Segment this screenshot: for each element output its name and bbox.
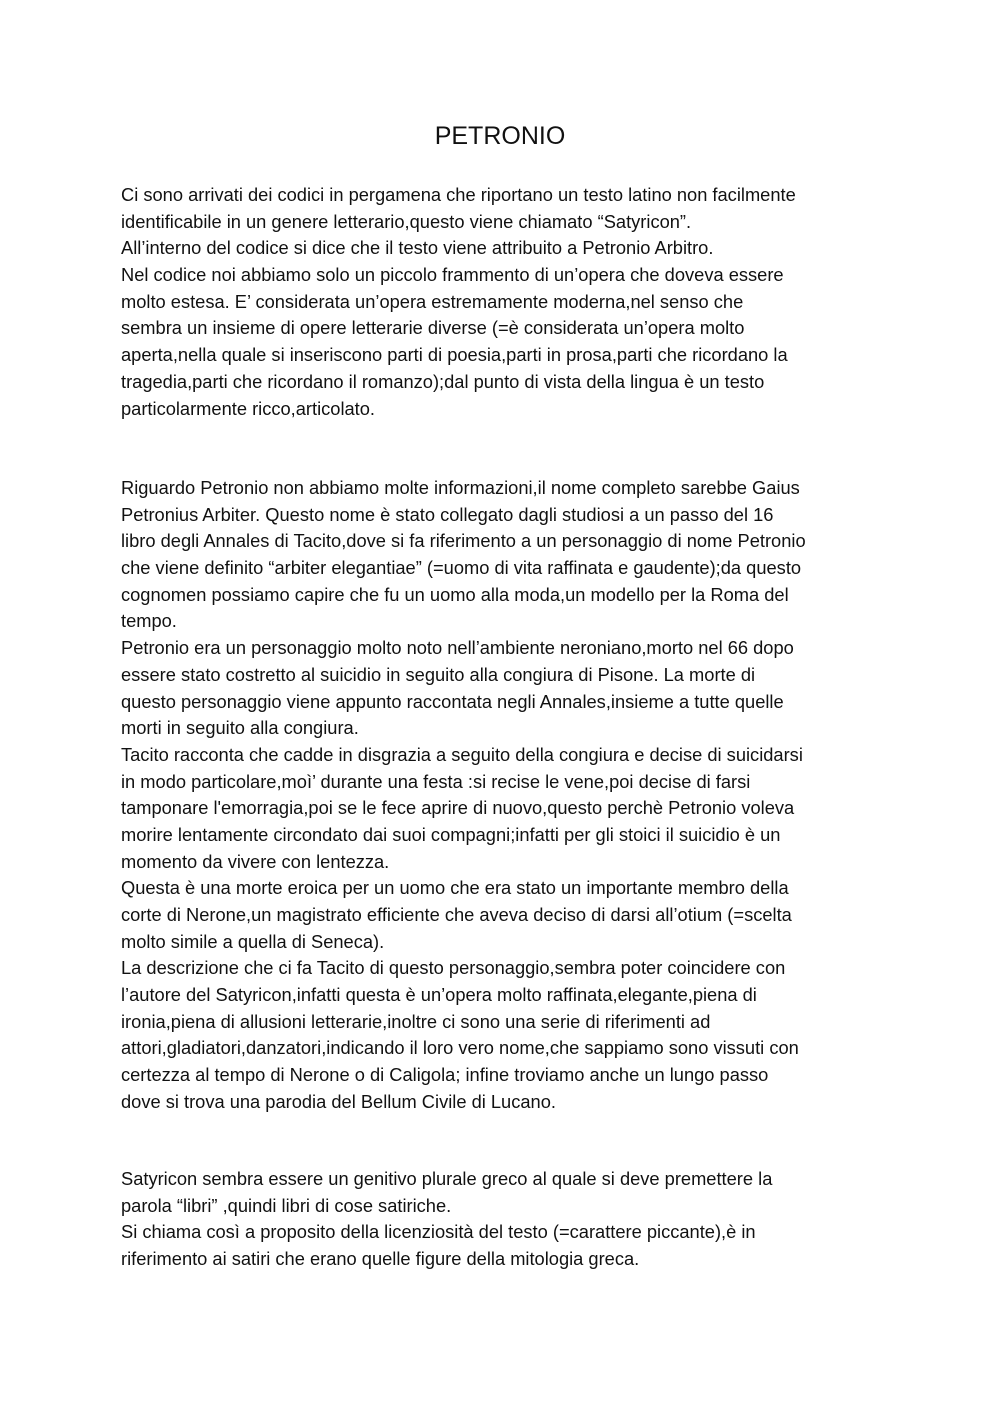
text-line: tragedia,parti che ricordano il romanzo);dal punto di vista della lingua è un testo: [121, 370, 765, 392]
text-line: Riguardo Petronio non abbiamo molte informazioni,il nome completo sarebbe Gaius: [121, 477, 800, 498]
text-line: dove si trova una parodia del Bellum Civile di Lucano.: [121, 1090, 556, 1112]
text-line: Nel codice noi abbiamo solo un piccolo frammento di un’opera che doveva essere: [121, 264, 784, 286]
text-line: momento da vivere con lentezza.: [121, 850, 390, 872]
text-line: sembra un insieme di opere letterarie diverse (=è considerata un’opera molto: [121, 317, 745, 339]
text-line: in modo particolare,moì’ durante una festa :si recise le vene,poi decise di farsi: [121, 770, 751, 792]
text-line: cognomen possiamo capire che fu un uomo alla moda,un modello per la Roma del: [121, 583, 789, 605]
text-line: All’interno del codice si dice che il testo viene attribuito a Petronio Arbitro.: [121, 237, 714, 259]
text-line: corte di Nerone,un magistrato efficiente che aveva deciso di darsi all’otium (=scelta: [121, 904, 792, 925]
text-line: identificabile in un genere letterario,questo viene chiamato “Satyricon”.: [121, 210, 692, 232]
text-line: aperta,nella quale si inseriscono parti di poesia,parti in prosa,parti che ricordano la: [121, 344, 788, 366]
text-line: attori,gladiatori,danzatori,indicando il loro vero nome,che sappiamo sono vissuti con: [121, 1037, 799, 1059]
text-line: certezza al tempo di Nerone o di Caligola; infine troviamo anche un lungo passo: [121, 1064, 769, 1086]
paragraph-block: [121, 1166, 901, 1273]
text-line: Questa è una morte eroica per un uomo che era stato un importante membro della: [121, 877, 789, 899]
paragraph-block: [121, 475, 901, 1116]
text-line: l’autore del Satyricon,infatti questa è un’opera molto raffinata,elegante,piena di: [121, 984, 757, 1006]
text-line: Ci sono arrivati dei codici in pergamena che riportano un testo latino non facilmente: [121, 184, 796, 205]
text-line: Petronio era un personaggio molto noto nell’ambiente neroniano,morto nel 66 dopo: [121, 637, 794, 659]
text-line: La descrizione che ci fa Tacito di questo personaggio,sembra poter coincidere con: [121, 957, 786, 979]
paragraph-block: [121, 182, 901, 422]
text-line: Si chiama così a proposito della licenziosità del testo (=carattere piccante),è in: [121, 1221, 756, 1243]
text-line: parola “libri” ,quindi libri di cose satiriche.: [121, 1194, 452, 1216]
text-line: morti in seguito alla congiura.: [121, 717, 359, 739]
text-line: tempo.: [121, 610, 177, 632]
text-line: Petronius Arbiter. Questo nome è stato collegato dagli studiosi a un passo del 16: [121, 503, 774, 525]
text-line: questo personaggio viene appunto raccontata negli Annales,insieme a tutte quelle: [121, 690, 784, 712]
page-title: PETRONIO: [434, 122, 566, 150]
text-line: tamponare l'emorragia,poi se le fece aprire di nuovo,questo perchè Petronio voleva: [121, 797, 795, 819]
text-line: riferimento ai satiri che erano quelle figure della mitologia greca.: [121, 1248, 640, 1270]
text-line: Tacito racconta che cadde in disgrazia a seguito della congiura e decise di suicidarsi: [121, 743, 803, 765]
text-line: molto simile a quella di Seneca).: [121, 930, 385, 952]
text-line: particolarmente ricco,articolato.: [121, 397, 376, 419]
text-line: essere stato costretto al suicidio in seguito alla congiura di Pisone. La morte di: [121, 663, 756, 685]
text-line: morire lentamente circondato dai suoi compagni;infatti per gli stoici il suicidio è un: [121, 823, 781, 845]
text-line: ironia,piena di allusioni letterarie,inoltre ci sono una serie di riferimenti ad: [121, 1010, 711, 1032]
text-line: che viene definito “arbiter elegantiae” (=uomo di vita raffinata e gaudente);da questo: [121, 557, 802, 579]
text-line: molto estesa. E’ considerata un’opera estremamente moderna,nel senso che: [121, 290, 744, 312]
text-line: libro degli Annales di Tacito,dove si fa riferimento a un personaggio di nome Petronio: [121, 530, 806, 552]
text-line: Satyricon sembra essere un genitivo plurale greco al quale si deve premettere la: [121, 1168, 773, 1189]
